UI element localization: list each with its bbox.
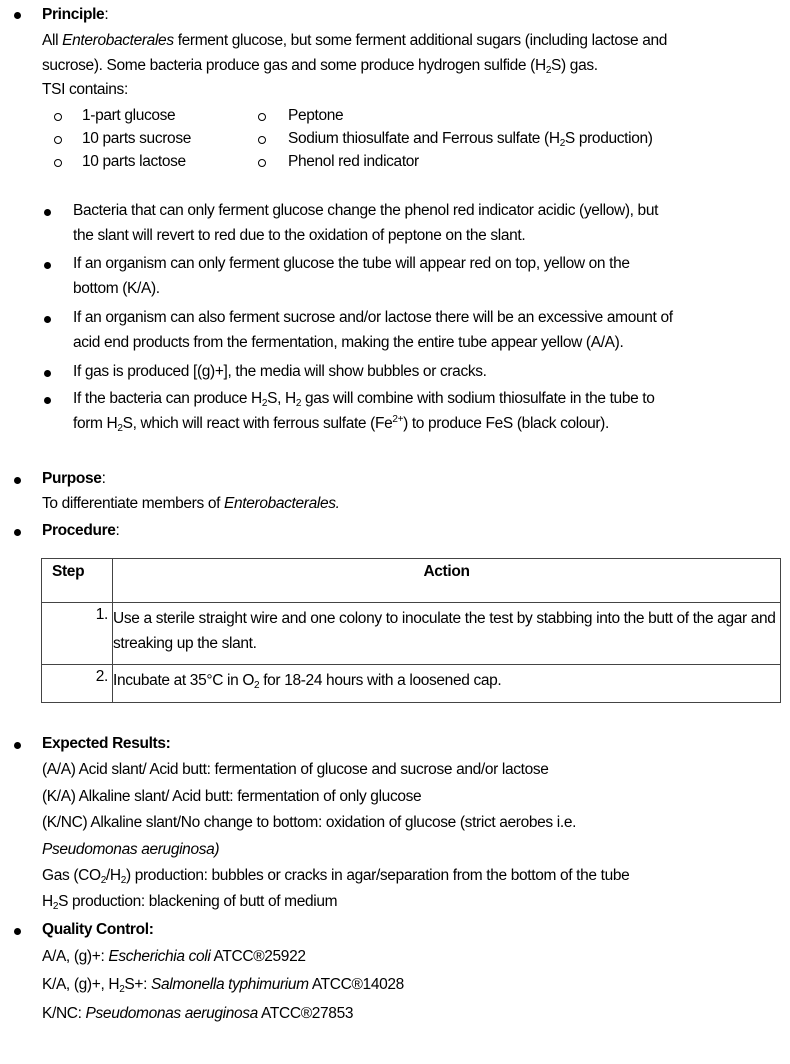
bullet-expected-results xyxy=(14,742,21,749)
bullet-purpose xyxy=(14,477,21,484)
step-number: 2. xyxy=(42,665,113,703)
bullet xyxy=(44,262,51,269)
purpose-text: To differentiate members of Enterobacterales. xyxy=(42,495,340,512)
hollow-bullet xyxy=(54,159,62,167)
column-header-step: Step xyxy=(42,559,113,603)
tsi-item: 10 parts sucrose xyxy=(82,130,191,147)
quality-control-heading: Quality Control: xyxy=(42,921,154,938)
table-header-row xyxy=(42,559,781,603)
principle-point: If an organism can only ferment glucose the tube will appear red on top, yellow on the xyxy=(73,255,630,272)
principle-point: If an organism can also ferment sucrose and/or lactose there will be an excessive amount of xyxy=(73,309,673,326)
result-line: (K/NC) Alkaline slant/No change to bottom: oxidation of glucose (strict aerobes i.e. xyxy=(42,814,577,831)
procedure-heading: Procedure: xyxy=(42,522,120,539)
tsi-item: 10 parts lactose xyxy=(82,153,186,170)
principle-point: form $H_2S$, which will react with ferrous sulfate $(Fe^{2+})$ to produce FeS (black colour). xyxy=(73,414,609,434)
table-row xyxy=(42,665,781,703)
hollow-bullet xyxy=(258,136,266,144)
bullet xyxy=(44,316,51,323)
bullet-principle xyxy=(14,12,21,19)
result-line: (K/A) Alkaline slant/ Acid butt: fermentation of only glucose xyxy=(42,788,422,805)
principle-point: the slant will revert to red due to the oxidation of peptone on the slant. xyxy=(73,227,526,244)
step-action: Use a sterile straight wire and one colony to inoculate the test by stabbing into the butt of the agar and streaking up the slant. xyxy=(113,603,781,665)
bullet-quality-control xyxy=(14,928,21,935)
tsi-item: 1-part glucose xyxy=(82,107,176,124)
principle-paragraph-line2: sucrose). Some bacteria produce gas and some produce hydrogen sulfide $(H_2S)$ gas. xyxy=(42,57,598,76)
result-line: Gas $(CO_2/H_2)$ production: bubbles or cracks in agar/separation from the bottom of the tube xyxy=(42,867,630,886)
step-number: 1. xyxy=(42,603,113,665)
principle-point: If gas is produced [(g)+], the media will show bubbles or cracks. xyxy=(73,363,487,380)
hollow-bullet xyxy=(258,159,266,167)
qc-item: K/NC: Pseudomonas aeruginosa ATCC®27853 xyxy=(42,1005,354,1022)
bullet xyxy=(44,370,51,377)
hollow-bullet xyxy=(54,113,62,121)
result-line: Pseudomonas aeruginosa) xyxy=(42,841,220,858)
hollow-bullet xyxy=(54,136,62,144)
principle-heading: Principle: xyxy=(42,6,109,23)
bullet xyxy=(44,397,51,404)
column-header-action: Action xyxy=(113,559,781,603)
expected-results-heading: Expected Results: xyxy=(42,735,171,752)
bullet-procedure xyxy=(14,529,21,536)
tsi-item: Sodium thiosulfate and Ferrous sulfate ($H_2S$ production) xyxy=(288,130,653,149)
procedure-table xyxy=(41,558,781,703)
table-row xyxy=(42,603,781,665)
qc-item: A/A, (g)+: Escherichia coli ATCC®25922 xyxy=(42,948,306,965)
tsi-item: Phenol red indicator xyxy=(288,153,419,170)
result-line: $H_2S$ production: blackening of butt of medium xyxy=(42,893,338,912)
result-line: (A/A) Acid slant/ Acid butt: fermentation of glucose and sucrose and/or lactose xyxy=(42,761,549,778)
tsi-item: Peptone xyxy=(288,107,344,124)
qc-item: K/A, (g)+, $H_2S+$: Salmonella typhimurium ATCC®14028 xyxy=(42,976,404,995)
bullet xyxy=(44,209,51,216)
tsi-contains-label: TSI contains: xyxy=(42,81,128,98)
principle-point: Bacteria that can only ferment glucose change the phenol red indicator acidic (yellow), but xyxy=(73,202,659,219)
step-action: Incubate at 35°C in $O_2$ for 18-24 hours with a loosened cap. xyxy=(113,665,781,703)
principle-paragraph-line1: All Enterobacterales ferment glucose, but some ferment additional sugars (including lactose and xyxy=(42,32,668,49)
hollow-bullet xyxy=(258,113,266,121)
principle-point: If the bacteria can produce $H_2S$, $H_2$ gas will combine with sodium thiosulfate in the tube to xyxy=(73,390,655,409)
purpose-heading: Purpose: xyxy=(42,470,106,487)
principle-point: bottom (K/A). xyxy=(73,280,160,297)
principle-point: acid end products from the fermentation, making the entire tube appear yellow (A/A). xyxy=(73,334,624,351)
